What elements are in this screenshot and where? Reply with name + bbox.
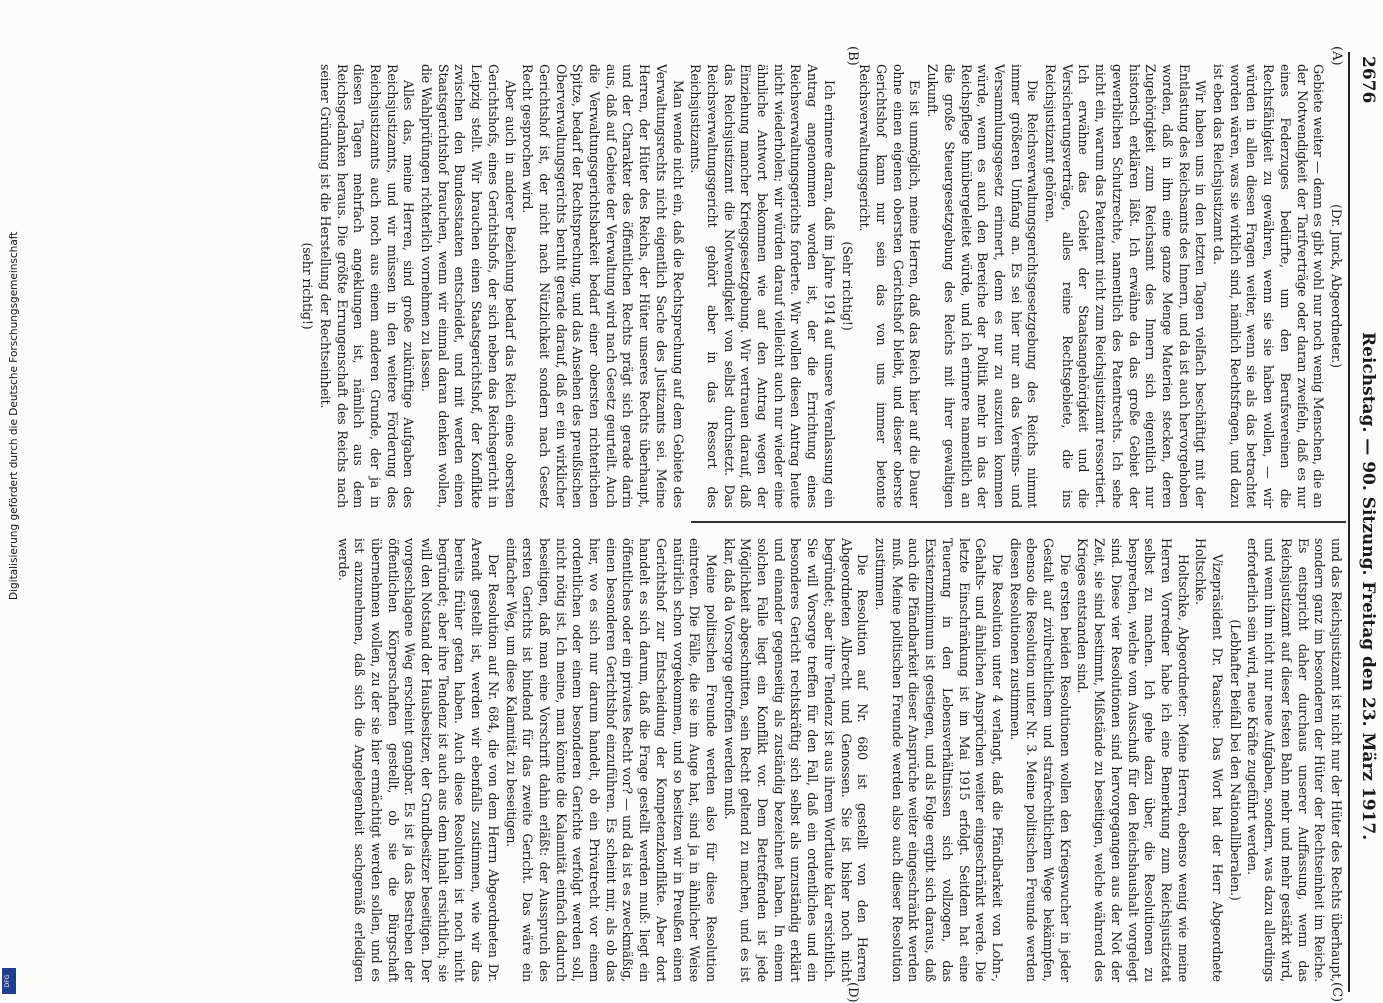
paragraph: Die Resolution unter 4 verlangt, daß die Pfändbarkeit von Lohn-, Gehalts- und ähnlichen Ansprüchen weiter eingeschränkt werde. Die letzte Einschränkung ist im Mai 1915 erfolgt. Seitdem hat eine Teuerung in den Lebensverhältnissen sich vollzogen, das Existenzminimum ist gestiegen, und als Folge ergibt sich daraus, daß auch die Pfändbarkeit dieser Ansprüche weiter eingeschränkt werden muß. Meine politischen Freunde werden also auch dieser Resolution zustimmen. bbox=[873, 538, 1005, 982]
paragraph: Vizepräsident Dr. Paasche: Das Wort hat der Herr Abgeordnete Holtschke. bbox=[1193, 538, 1226, 982]
paragraph: Die Resolution auf Nr. 680 ist gestellt von den Herren Abgeordneten Albrecht und Genossen. Sie ist bisher noch nicht begründet; aber ihre Tendenz ist aus ihrem Wortlaute klar ersichtlich. Sie will Vorsorge treffen für den Fall, daß ein ordentliches und ein besonderes Gericht rechtskräftig sich selbst als unzuständig erklärt und einander gegenseitig als zuständig bezeichnet haben. In einem solchen Falle liegt ein Konflikt vor. Dem Betreffenden ist jede Möglichkeit abgeschnitten, sein Recht geltend zu machen, und es ist klar, daß da Vorsorge getroffen werden muß. bbox=[721, 538, 871, 982]
page-title: Reichstag. — 90. Sitzung. Freitag den 23. März 1917. bbox=[1358, 332, 1378, 841]
paragraph: und das Reichsjustizamt ist nicht nur der Hüter des Rechts überhaupt, sondern ganz im besonderen der Hüter der Rechtseinheit im Reiche. Es entspricht daher durchaus unserer Auffassung, wenn das Reichsjustizamt auf dieser festen Bahn mehr und mehr gestärkt wird, und wenn ihm nicht nur neue Aufgaben, sondern, was dazu allerdings erforderlich sein wird, neue Kräfte zugeführt werden. bbox=[1245, 538, 1344, 982]
left-text-column bbox=[297, 64, 1344, 508]
column-divider bbox=[691, 521, 1346, 523]
paragraph: Holtschke, Abgeordneter: Meine Herren, ebenso wenig wie meine Herren Vorredner habe ich eine Bemerkung zum Reichsjustizetat selbst zu machen. Ich gehe dazu über, die Resolutionen zu besprechen, welche vom Ausschuß für den Reichshaushalt vorgelegt sind. Diese vier Resolutionen sind hervorgegangen aus der Not der Zeit, sie sind bestimmt, Mißstände zu beseitigen, welche während des Krieges entstanden sind. bbox=[1075, 538, 1191, 982]
dfg-logo-icon bbox=[2, 968, 16, 994]
logo-text: DFG bbox=[4, 974, 11, 988]
paragraph: Man wende nicht ein, daß die Rechtsprechung auf dem Gebiete des Verwaltungsrechts nicht eigentlich Sache des Justizamts sei. Meine Herren, der Hüter des Reichs, der Hüter unseres Rechts überhaupt, und der Charakter des öffentlichen Rechts prägt sich gerade darin aus, daß auf Gebiete der Verwaltung wird nach Gesetz geurteilt. Auch die Verwaltungsgerichtsbarkeit bedarf einer obersten richterlichen Spitze, bedarf der Rechtsprechung, und das Ansehen des preußischen Oberverwaltungsgerichts beruht gerade darauf, daß er ein wirklicher Gerichtshof ist, der nicht nach Nützlichkeit sondern nach Gesetz Recht gesprochen wird. bbox=[520, 64, 686, 508]
paragraph: Die Reichsverwaltungsgerichtsgesetzgebung des Reichs nimmt immer größeren Umfang an. Es sei hier nur an das Vereins- und Versammlungsgesetz erinnert, denn es nur zu auszuten kommen würde, wenn es auch den Bereiche der Politik mehr in das der Reichspflege hinübergeleitet würde, und ich erinnere namentlich an die große Steuergesetzgebung des Reichs mit ihrer gewaltigen Zukunft. bbox=[925, 64, 1041, 508]
paragraph: Meine politischen Freunde werden also für diese Resolution eintreten. Die Fälle, die sie im Auge hat, sind ja in ähnlicher Weise natürlich schon vorgekommen, und so besitzen wir in Preußen einen Gerichtshof zur Entscheidung der Kompetenzkonflikte. Aber dort handelt es sich darum, daß die Frage gestellt werden muß: liegt ein öffentliches oder ein privates Recht vor? — und da ist es zweckmäßig, einen besonderen Gerichtshof einzuführen. Es scheint mir, als ob das hier, wo es sich nur darum handelt, ob ein Privatrecht vor einem ordentlichen oder einem besonderen Gerichte verfolgt werden soll, nicht nötig ist. Ich meine, man könnte die Kalamität einfach dadurch beseitigen, daß man eine Vorschrift dahin erläßt: der Ausspruch des ersten Gerichts ist bindend für das zweite Gericht. Das wäre ein einfacher Weg, um diese Kalamität zu beseitigen. bbox=[503, 538, 719, 982]
paragraph: Wir haben uns in den letzten Tagen vielfach beschäftigt mit der Entlastung des Reichsamts des Innern, und da ist auch hervorgehoben worden, daß in ihm eine ganze Menge Materien stecken, deren Zugehörigkeit zum Reichsamt des Innern sich eigentlich nur historisch erklären läßt. Ich erwähne da das große Gebiet der gewerblichen Schutzrechte, namentlich des Patentrechts. Ich sehe nicht ein, warum das Patentamt nicht zum Reichsjustizamt ressortiert. Ich erwähne das Gebiet der Staatsangehörigkeit und die Versicherungsverträge, alles reine Rechtsgebiete, die ins Reichsjustizamt gehören. bbox=[1043, 64, 1209, 508]
paragraph: Aber auch in anderer Beziehung bedarf das Reich eines obersten Gerichtshofs, eines Gerichtshofs, der sich neben das Reichsgericht in Leipzig stellt. Wir brauchen einen Staatsgerichtshof, der Konflikte zwischen den Bundesstaaten entscheidet, und mit werden einen Staatsgerichtshof brauchen, wenn wir einmal daran denken wollen, die Wahlprüfungen richterlich vornehmen zu lassen. bbox=[419, 64, 518, 508]
running-header bbox=[1352, 52, 1380, 992]
margin-mark-a: (A) bbox=[1329, 46, 1344, 66]
margin-mark-d: (D) bbox=[845, 982, 860, 1003]
digitization-credit: Digitalisierung gefördert durch die Deutsche Forschungsgemeinschaft bbox=[8, 231, 20, 600]
paragraph: Die ersten beiden Resolutionen wollen den Kriegswucher in jeder Gestalt auf zivilrechtlichem und strafrechtlichem Wege bekämpfen, ebenso die Resolution unter Nr. 3. Meine politischen Freunde werden diesen Resolutionen zustimmen. bbox=[1007, 538, 1073, 982]
right-text-column bbox=[333, 538, 1344, 982]
paragraph: Es ist unmöglich, meine Herren, daß das Reich hier auf die Dauer ohne einen eigenen obersten Gerichtshof bleibt, und dieser oberste Gerichtshof kann nur sein das von uns immer betonte Reichsverwaltungsgericht. bbox=[857, 64, 923, 508]
paragraph: Alles das, meine Herren, sind große zukünftige Aufgaben des Reichsjustizamts, und wir müssen in den weitere Förderung des Reichsjustizamts auch noch aus einem anderen Grunde, der ja in diesen Tagen mehrfach angeklungen ist, nämlich aus dem Reichsgedanken heraus. Die größte Errungenschaft des Reichs nach seiner Gründung ist die Herstellung der Rechtseinheit. bbox=[317, 64, 417, 508]
margin-mark-c: (C) bbox=[1329, 982, 1344, 1003]
rotated-newspaper-page bbox=[80, 46, 1380, 1003]
page-number: 2676 bbox=[1358, 56, 1378, 104]
paragraph: Der Resolution auf Nr. 684, die von dem Herrn Abgeordneten Dr. Arendt gestellt ist, werden wir ebenfalls zustimmen, wie wir das bereits früher getan haben. Auch diese Resolution ist noch nicht begründet; aber ihre Tendenz ist auch aus dem Inhalt ersichtlich; sie will den Notstand der Hausbesitzer, der Grundbesitzer beseitigen. Der vorgeschlagene Weg erscheint gangbar. Es ist ja das Bestreben der öffentlichen Körperschaften gestellt, ob sie die Bürgschaft übernehmen wollen, zu der sie hier ermächtigt werden sollen, und es ist anzunehmen, daß sich die Angelegenheit sachgemäß erledigen werde. bbox=[335, 538, 501, 982]
margin-mark-b: (B) bbox=[845, 46, 860, 66]
interjection: (Sehr richtig!) bbox=[839, 241, 855, 331]
header-rule bbox=[1348, 52, 1350, 992]
speaker-note: (Dr. Junck, Abgeordneter.) bbox=[1329, 204, 1344, 368]
interjection: (sehr richtig!) bbox=[300, 242, 316, 330]
paragraph: Ich erinnere daran, daß im Jahre 1914 auf unsere Veranlassung ein Antrag angenommen worden ist, der die Errichtung eines Reichsverwaltungsgerichts forderte. Wir wollen diesen Antrag heute nicht wiederholen; wir würden darauf vielleicht auch nur wieder eine ähnliche Antwort bekommen wie auf den Antrag wegen der Einziehung mancher Kriegsgesetzgebung. Wir vertrauen darauf, daß das Reichsjustizamt die Notwendigkeit von selbst durchsetzt. Das Reichsverwaltungsgericht gehört aber in das Ressort des Reichsjustizamts. bbox=[688, 64, 837, 508]
paragraph: Gebiete weiter — denn es gibt wohl nur noch wenig Menschen, die an der Notwendigkeit der Tarifverträge oder daran zweifeln, daß es nur eines Federzuges bedürfte, um den Berufsvereinen die Rechtsfähigkeit zu gewähren, wenn sie sie haben wollen, — wir würden in allen diesen Fragen weiter, wenn sie als das betrachtet worden wären, was sie wirklich sind, nämlich Rechtsfragen, und dazu ist eben das Reichsjustizamt da. bbox=[1211, 64, 1327, 508]
interjection: (Lebhafter Beifall bei den Nationalliberalen.) bbox=[1227, 619, 1243, 901]
